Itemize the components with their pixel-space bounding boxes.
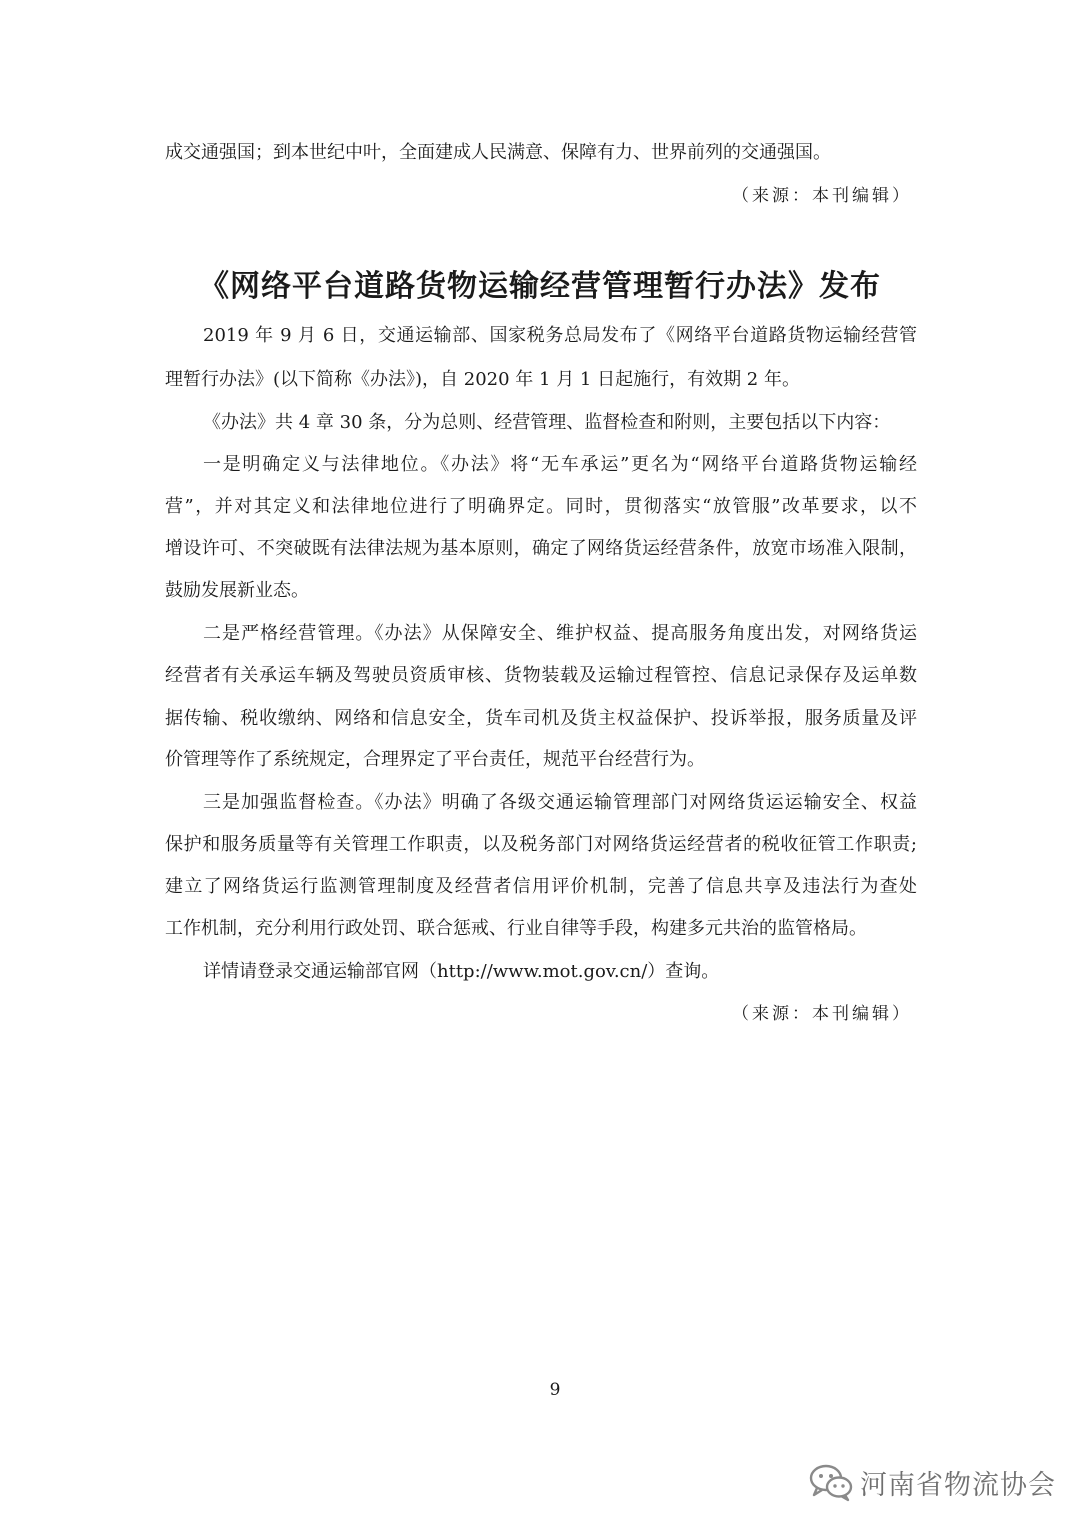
paragraph-line: 理暂行办法》(以下简称《办法》)，自 2020 年 1 月 1 日起施行，有效期 2 年。 [165, 369, 800, 390]
paragraph-line: 据传输、税收缴纳、网络和信息安全，货车司机及货主权益保护、投诉举报，服务质量及评 [165, 708, 917, 729]
wechat-icon [808, 1462, 854, 1502]
paragraph-line: 鼓励发展新业态。 [165, 580, 309, 601]
source-note: （来源：本刊编辑） [732, 186, 912, 206]
paragraph-line: 详情请登录交通运输部官网（http://www.mot.gov.cn/）查询。 [203, 961, 720, 982]
paragraph-line: 工作机制，充分利用行政处罚、联合惩戒、行业自律等手段，构建多元共治的监管格局。 [165, 918, 867, 939]
paragraph-line: 三是加强监督检查。《办法》明确了各级交通运输管理部门对网络货运运输安全、权益 [203, 792, 917, 813]
paragraph-line: 经营者有关承运车辆及驾驶员资质审核、货物装载及运输过程管控、信息记录保存及运单数 [165, 665, 917, 686]
source-note: （来源：本刊编辑） [732, 1004, 912, 1024]
watermark [808, 1460, 1056, 1504]
paragraph-line: 一是明确定义与法律地位。《办法》将“无车承运”更名为“网络平台道路货物运输经 [203, 454, 917, 475]
paragraph-line: 保护和服务质量等有关管理工作职责，以及税务部门对网络货运经营者的税收征管工作职责; [165, 834, 917, 855]
article-title: 《网络平台道路货物运输经营管理暂行办法》发布 [199, 269, 881, 304]
paragraph-line: 建立了网络货运行监测管理制度及经营者信用评价机制，完善了信息共享及违法行为查处 [165, 876, 917, 897]
paragraph-line: 二是严格经营管理。《办法》从保障安全、维护权益、提高服务角度出发，对网络货运 [203, 623, 917, 644]
paragraph-line: 价管理等作了系统规定，合理界定了平台责任，规范平台经营行为。 [165, 749, 705, 770]
paragraph-line: 增设许可、不突破既有法律法规为基本原则，确定了网络货运经营条件，放宽市场准入限制， [165, 538, 917, 559]
paragraph-line: 成交通强国；到本世纪中叶，全面建成人民满意、保障有力、世界前列的交通强国。 [165, 142, 831, 163]
paragraph-line: 2019 年 9 月 6 日，交通运输部、国家税务总局发布了《网络平台道路货物运输经营管 [203, 325, 917, 346]
page-number: 9 [549, 1380, 561, 1400]
watermark-text: 河南省物流协会 [860, 1469, 1056, 1501]
paragraph-line: 《办法》共 4 章 30 条，分为总则、经营管理、监督检查和附则，主要包括以下内容： [203, 412, 891, 433]
paragraph-line: 营”，并对其定义和法律地位进行了明确界定。同时，贯彻落实“放管服”改革要求，以不 [165, 496, 917, 517]
